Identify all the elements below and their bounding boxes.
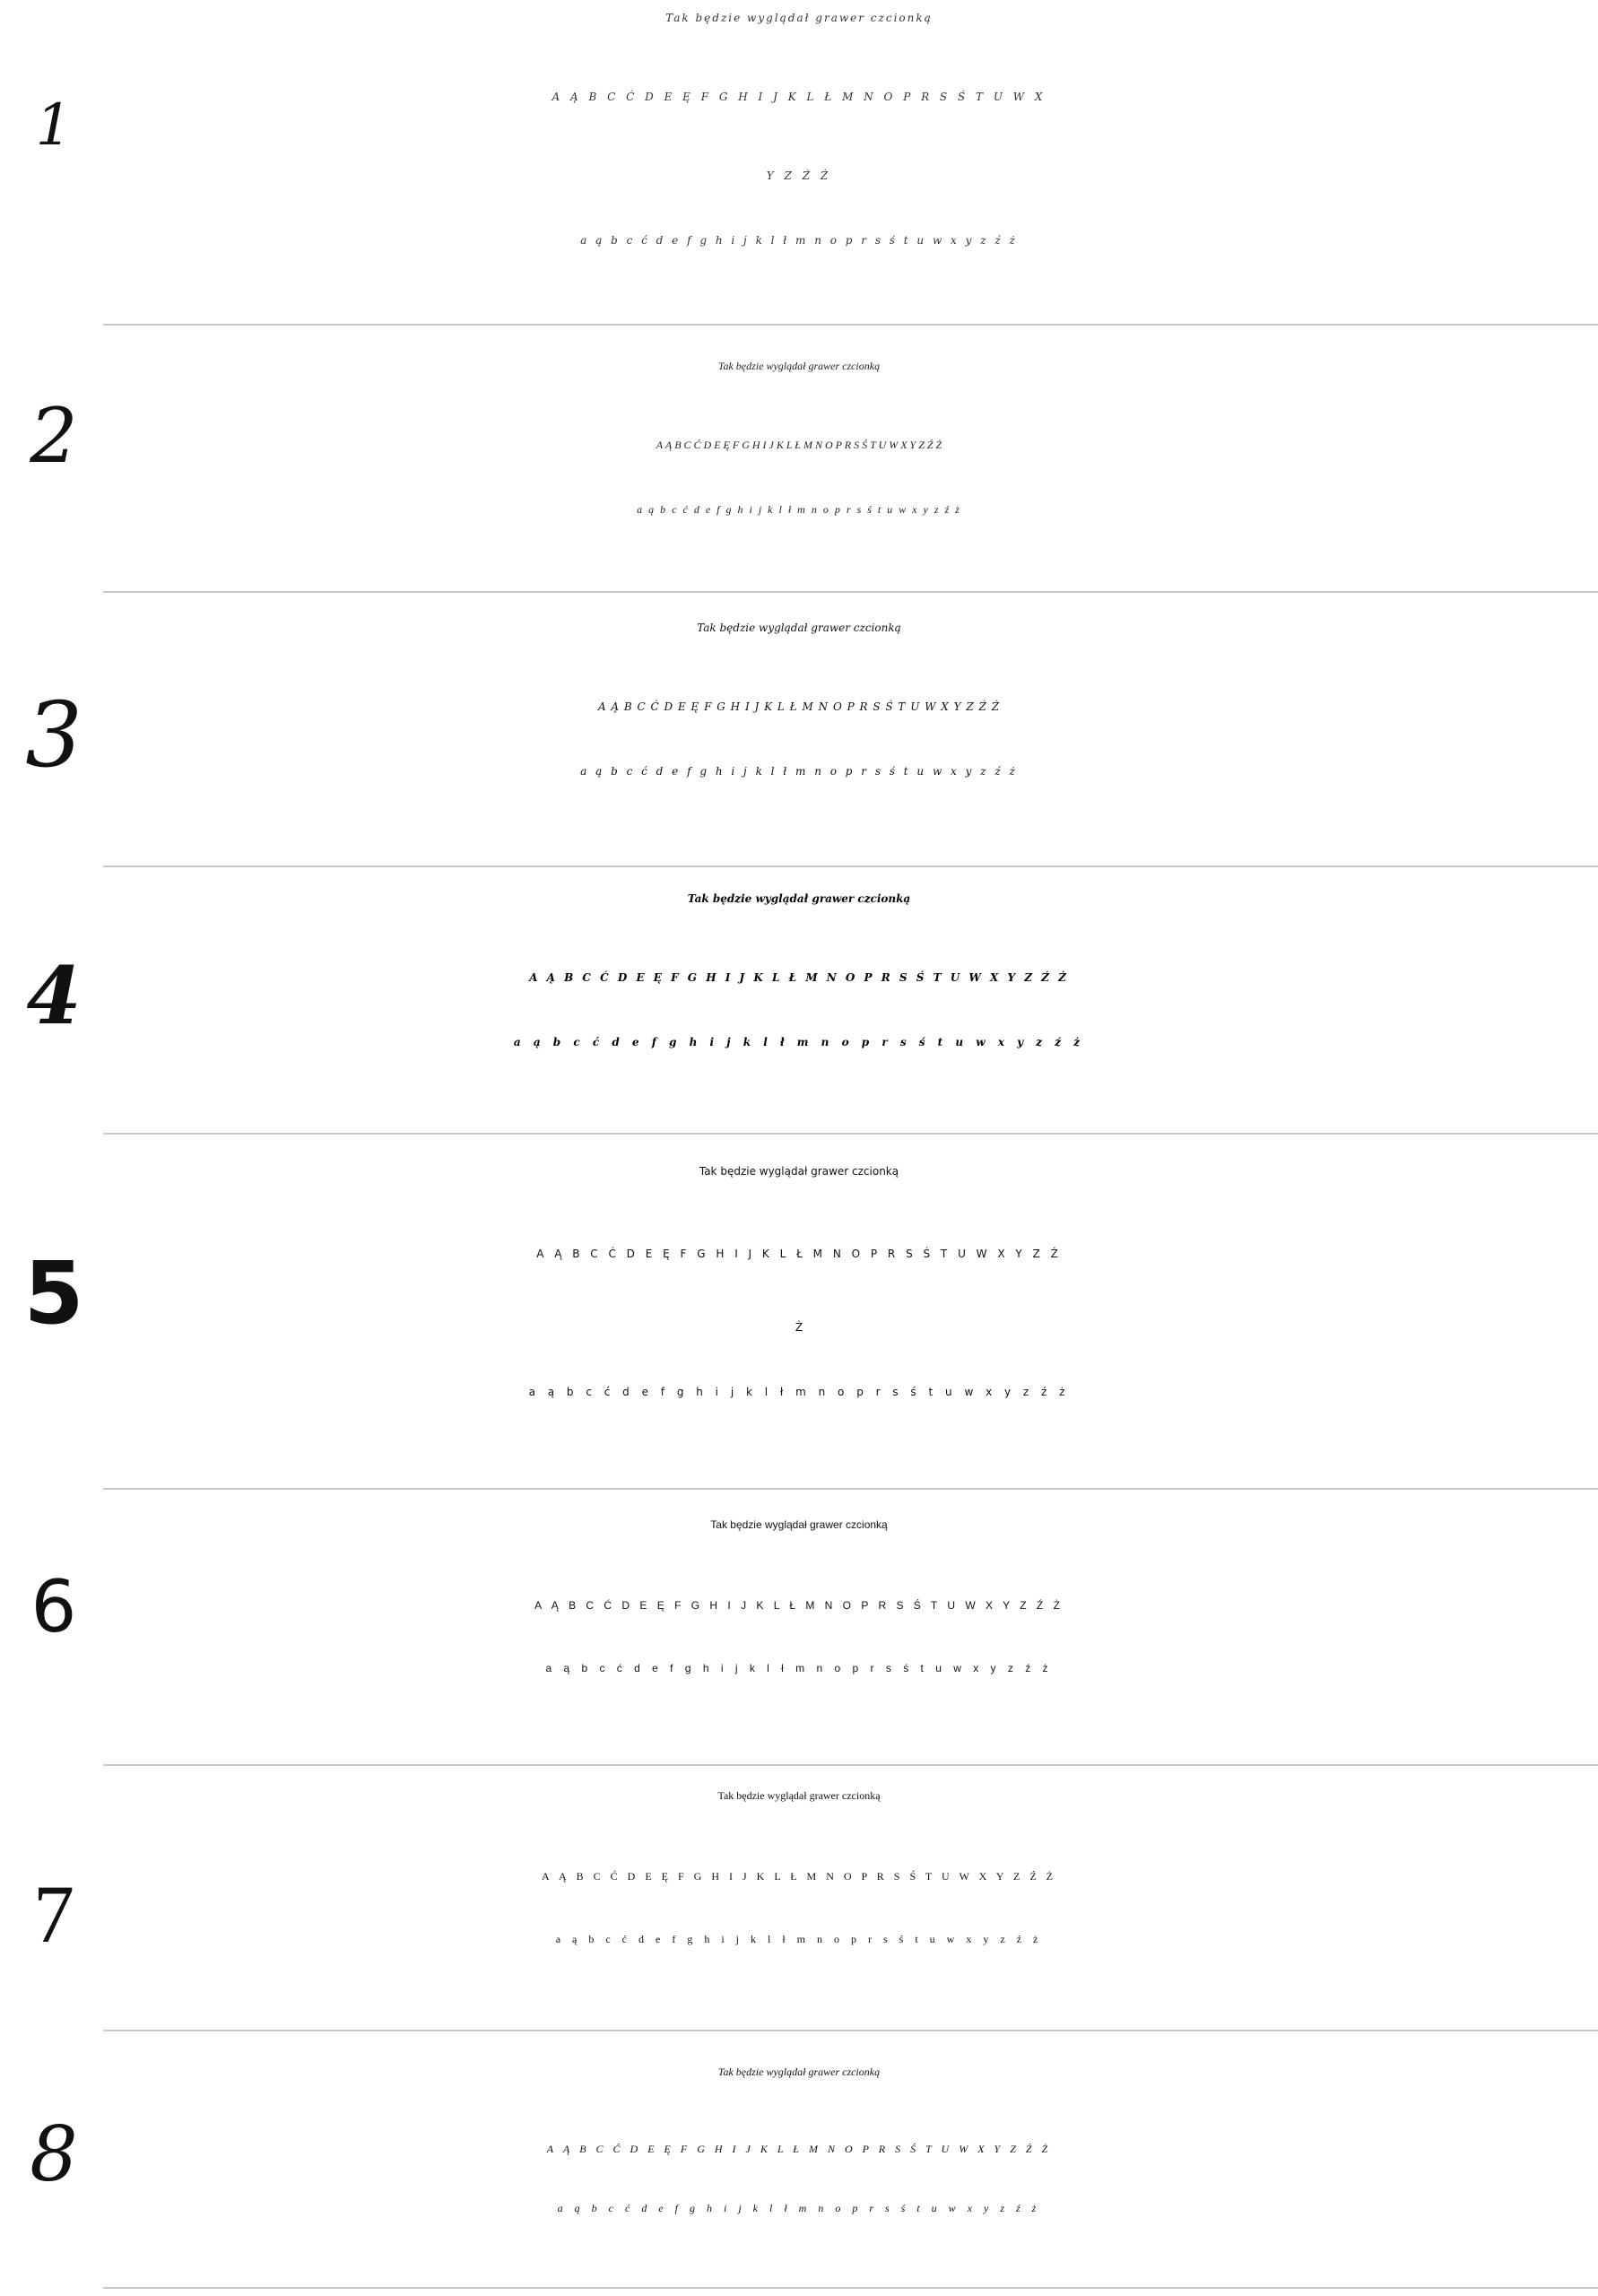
sample-text: Tak będzie wyglądał grawer czcionką: [717, 1789, 881, 1802]
uppercase-alphabet-continued: Y Z Ź Ż: [766, 170, 832, 182]
font-number: 4: [26, 949, 82, 1042]
lowercase-alphabet: a ą b c ć d e f g h i j k l ł m n o p r s ś t u w x y z ź ż: [580, 765, 1018, 778]
uppercase-alphabet: A Ą B C Ć D E Ę F G H I J K L Ł M N O P R S Ś T U W X Y Z Ź Ż: [529, 971, 1069, 984]
sample-text: Tak będzie wyglądał grawer czcionką: [699, 1165, 899, 1178]
lowercase-alphabet: a ą b c ć d e f g h i j k l ł m n o p r s ś t u w x y z ź ż: [545, 1662, 1053, 1674]
font-option-4[interactable]: [0, 866, 1598, 1134]
font-number: 5: [23, 1243, 84, 1344]
sample-text: Tak będzie wyglądał grawer czcionką: [665, 12, 933, 24]
lowercase-alphabet: a ą b c ć d e f g h i j k l ł m n o p r s ś t u w x y z ź ż: [528, 1386, 1070, 1398]
font-number: 6: [30, 1565, 77, 1648]
uppercase-alphabet: A Ą B C Ć D E Ę F G H I J K L Ł M N O P R S Ś T U W X Y Z Ź Ż: [656, 439, 942, 451]
uppercase-alphabet: A Ą B C Ć D E Ę F G H I J K L Ł M N O P R S Ś T U W X: [551, 91, 1047, 103]
uppercase-alphabet: A Ą B C Ć D E Ę F G H I J K L Ł M N O P R S Ś T U W X Y Z Ź Ż: [534, 1599, 1064, 1612]
sample-text: Tak będzie wyglądał grawer czcionką: [717, 2066, 881, 2078]
sample-text: Tak będzie wyglądał grawer czcionką: [710, 1518, 888, 1531]
font-number: 3: [25, 683, 83, 787]
font-option-2[interactable]: [0, 325, 1598, 592]
section-divider: [103, 2287, 1598, 2289]
sample-text: Tak będzie wyglądał grawer czcionką: [687, 892, 911, 905]
lowercase-alphabet: a ą b c ć d e f g h i j k l ł m n o p r s ś t u w x y z ź ż: [637, 503, 961, 516]
font-number: 8: [30, 2110, 78, 2198]
uppercase-alphabet: A Ą B C Ć D E Ę F G H I J K L Ł M N O P R S Ś T U W X Y Z Ź Ż: [597, 700, 1001, 713]
uppercase-alphabet: A Ą B C Ć D E Ę F G H I J K L Ł M N O P R S Ś T U W X Y Z Ź Ż: [541, 1870, 1057, 1883]
font-option-7[interactable]: [0, 1765, 1598, 2031]
font-number: 2: [30, 392, 78, 480]
sample-text: Tak będzie wyglądał grawer czcionką: [717, 360, 881, 372]
font-number: 7: [33, 1868, 74, 1960]
font-option-6[interactable]: [0, 1489, 1598, 1765]
uppercase-alphabet: A Ą B C Ć D E Ę F G H I J K L Ł M N O P R S Ś T U W X Y Z Ź: [536, 1248, 1062, 1260]
lowercase-alphabet: a ą b c ć d e f g h i j k l ł m n o p r s ś t u w x y z ź ż: [557, 2202, 1041, 2214]
uppercase-alphabet: A Ą B C Ć D E Ę F G H I J K L Ł M N O P R S Ś T U W X Y Z Ź Ż: [546, 2143, 1052, 2155]
uppercase-alphabet-continued: Ż: [795, 1321, 803, 1334]
lowercase-alphabet: a ą b c ć d e f g h i j k l ł m n o p r s ś t u w x y z ź ż: [513, 1036, 1085, 1048]
font-option-8[interactable]: [0, 2031, 1598, 2296]
font-option-3[interactable]: [0, 592, 1598, 866]
sample-text: Tak będzie wyglądał grawer czcionką: [697, 622, 901, 634]
font-number: 1: [35, 92, 73, 159]
font-option-5[interactable]: [0, 1134, 1598, 1489]
lowercase-alphabet: a ą b c ć d e f g h i j k l ł m n o p r s ś t u w x y z ź ż: [555, 1933, 1043, 1945]
lowercase-alphabet: a ą b c ć d e f g h i j k l ł m n o p r s ś t u w x y z ź ż: [580, 234, 1018, 247]
font-option-1[interactable]: [0, 0, 1598, 325]
